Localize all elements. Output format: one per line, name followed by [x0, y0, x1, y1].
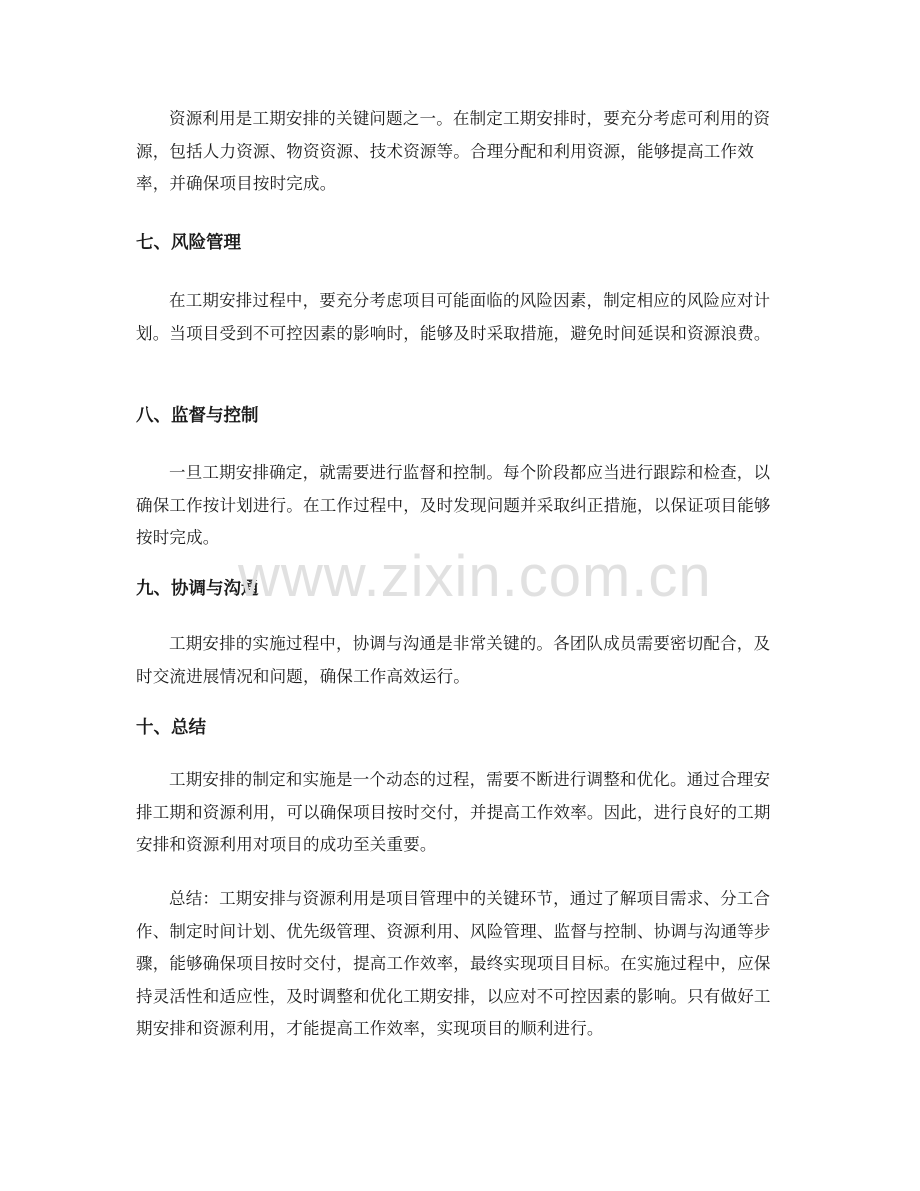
- heading-conclusion: 十、总结: [136, 718, 206, 738]
- paragraph-conclusion: 工期安排的制定和实施是一个动态的过程，需要不断进行调整和优化。通过合理安排工期和资源利用，可以确保项目按时交付，并提高工作效率。因此，进行良好的工期安排和资源利用对项目的成功至关重要。: [136, 770, 771, 854]
- heading-coordination-communication: 九、协调与沟通: [136, 579, 259, 599]
- heading-risk-management: 七、风险管理: [136, 233, 241, 253]
- paragraph-coordination-communication: 工期安排的实施过程中，协调与沟通是非常关键的。各团队成员需要密切配合，及时交流进展情况和问题，确保工作高效运行。: [136, 634, 771, 686]
- paragraph-resource-use: 资源利用是工期安排的关键问题之一。在制定工期安排时，要充分考虑可利用的资源，包括人力资源、物资资源、技术资源等。合理分配和利用资源，能够提高工作效率，并确保项目按时完成。: [136, 109, 771, 193]
- watermark: www.zixin.com.cn: [238, 544, 712, 609]
- heading-supervision-control: 八、监督与控制: [136, 406, 259, 426]
- paragraph-summary: 总结：工期安排与资源利用是项目管理中的关键环节，通过了解项目需求、分工合作、制定时间计划、优先级管理、资源利用、风险管理、监督与控制、协调与沟通等步骤，能够确保项目按时交付，提高工作效率，最终实现项目目标。在实施过程中，应保持灵活性和适应性，及时调整和优化工期安排，以应对不可控因素的影响。只有做好工期安排和资源利用，才能提高工作效率，实现项目的顺利进行。: [136, 889, 771, 1038]
- paragraph-risk-management: 在工期安排过程中，要充分考虑项目可能面临的风险因素，制定相应的风险应对计划。当项目受到不可控因素的影响时，能够及时采取措施，避免时间延误和资源浪费。: [136, 291, 771, 343]
- paragraph-supervision-control: 一旦工期安排确定，就需要进行监督和控制。每个阶段都应当进行跟踪和检查，以确保工作按计划进行。在工作过程中，及时发现问题并采取纠正措施，以保证项目能够按时完成。: [136, 463, 771, 547]
